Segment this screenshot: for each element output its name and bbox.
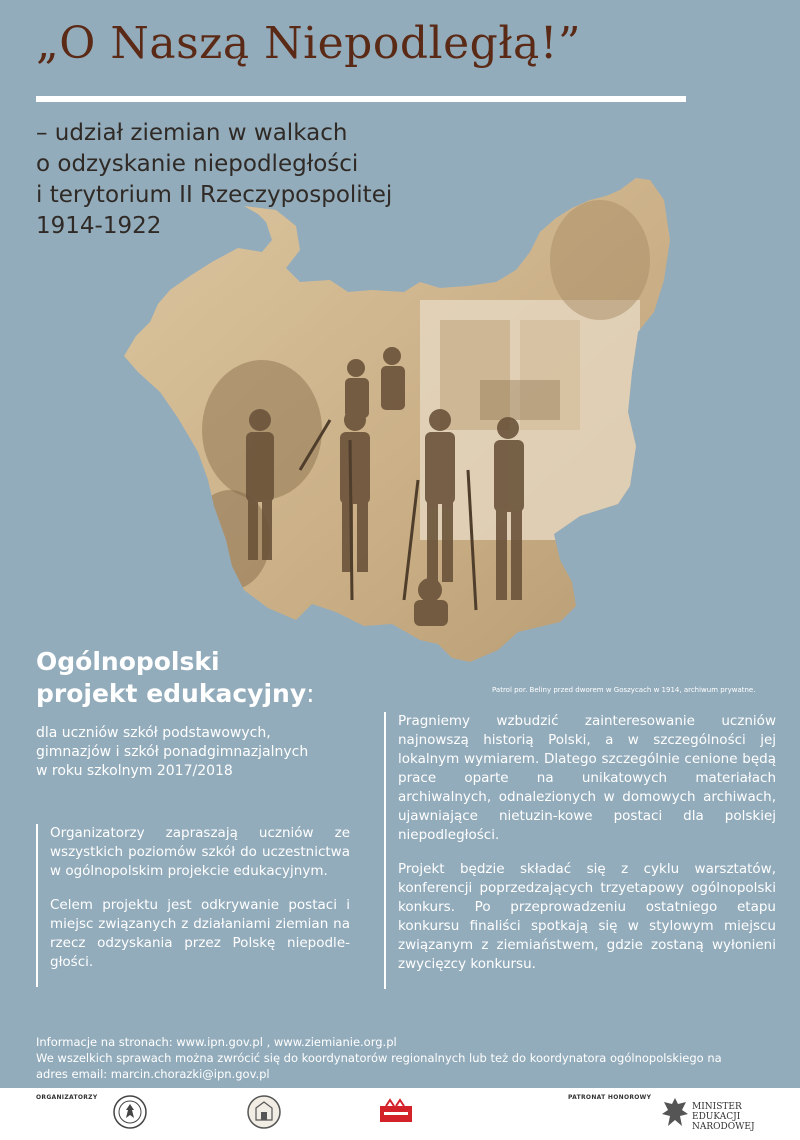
left-paragraph: Organizatorzy zapraszają uczniów ze wszystkich poziomów szkół do uczestnictwa w ogólnopolskim projekcie edukacyjnym. — [50, 825, 350, 879]
right-paragraph: Pragniemy wzbudzić zainteresowanie uczniów najnowszą historią Polski, a w szczególności jej lokalnym wymiarem. Dlatego szczególnie cenione będą prace oparte na unikatowych materiałach archiwalnych, odnalezionych w domowych archiwach, ujawniające nietuzin-kowe postaci dla polskiej niepodległości. — [398, 713, 776, 843]
ipn-seal-logo — [112, 1094, 148, 1130]
footer-websites: Informacje na stronach: www.ipn.gov.pl , www.ziemianie.org.pl — [36, 1035, 397, 1049]
society-seal-logo — [246, 1094, 282, 1130]
right-text-column — [384, 712, 776, 989]
ministry-line: NARODOWEJ — [692, 1122, 755, 1132]
project-heading-line1: Ogólnopolski — [36, 647, 220, 676]
photo-caption: Patrol por. Beliny przed dworem w Goszycach w 1914, archiwum prywatne. — [492, 686, 756, 694]
audience-line: w roku szkolnym 2017/2018 — [36, 763, 233, 779]
audience-line: gimnazjów i szkół ponadgimnazjalnych — [36, 744, 309, 760]
ministry-line: EDUKACJI — [692, 1112, 741, 1122]
subtitle-years: 1914-1922 — [36, 213, 162, 239]
eagle-emblem-icon — [660, 1096, 690, 1130]
left-text-column — [36, 824, 350, 987]
ministry-line: MINISTER — [692, 1102, 742, 1112]
project-heading — [36, 646, 376, 710]
logo-bar — [0, 1088, 800, 1140]
audience-line: dla uczniów szkół podstawowych, — [36, 725, 271, 741]
subtitle-line: o odzyskanie niepodległości — [36, 151, 359, 177]
heading-colon: : — [306, 679, 315, 708]
subtitle — [36, 118, 556, 242]
poster-title: „O Naszą Niepodległą!” — [36, 18, 581, 69]
left-paragraph: Celem projektu jest odkrywanie postaci i miejsc związanych z działaniami ziemian na rzecz odzyskania przez Polskę niepodle-głości. — [50, 897, 350, 970]
organizers-label: ORGANIZATORZY — [36, 1094, 98, 1101]
project-heading-line2: projekt edukacyjny — [36, 679, 307, 708]
patron-label: PATRONAT HONOROWY — [568, 1094, 652, 1101]
right-paragraph: Projekt będzie składać się z cyklu warsztatów, konferencji poprzedzających trzyetapowy ogólnopolski konkurs. Po przeprowadzeniu ostatniego etapu konkursu finaliści spotkają się w stylowym miejscu związanym z ziemiaństwem, gdzie zostaną wyłonieni zwycięzcy konkursu. — [398, 861, 776, 972]
audience-text — [36, 724, 376, 781]
subtitle-line: i terytorium II Rzeczypospolitej — [36, 182, 393, 208]
ministry-logo-text — [692, 1102, 792, 1132]
footer-email: adres email: marcin.chorazki@ipn.gov.pl — [36, 1067, 270, 1081]
footer-contact: We wszelkich sprawach można zwrócić się do koordynatorów regionalnych lub też do koordynatora ogólnopolskiego na — [36, 1051, 722, 1065]
niepodlegla-logo — [378, 1098, 414, 1124]
footer-info — [36, 1034, 776, 1082]
subtitle-line: – udział ziemian w walkach — [36, 120, 348, 146]
